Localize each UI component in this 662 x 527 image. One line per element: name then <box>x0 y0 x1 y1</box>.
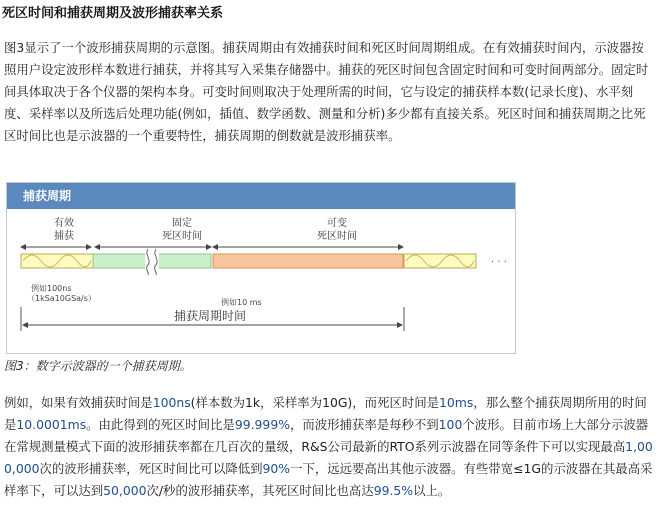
label-fixed-2: 死区时间 <box>162 231 202 242</box>
label-variable-2: 死区时间 <box>317 231 357 242</box>
label-variable-1: 可变 <box>327 218 347 229</box>
label-effective-1: 有效 <box>54 218 74 229</box>
capture-cycle-figure <box>6 182 516 354</box>
note-effective-1: 例如100ns <box>31 284 72 293</box>
timeline-ellipsis: · · · <box>491 257 507 268</box>
capture-cycle-diagram <box>7 209 515 353</box>
note-effective-2: （1kSa10GSa/s） <box>27 294 96 303</box>
segment-variable <box>213 254 403 268</box>
intro-paragraph: 图3显示了一个波形捕获周期的示意图。捕获周期由有效捕获时间和死区时间周期组成。在有效捕获时间内，示波器按照用户设定波形样本数进行捕获，并将其写入采集存储器中。捕获的死区时间包含固定时间和可变时间两部分。固定时间具体取决于各个仪器的架构本身。可变时间则取决于处理所需的时间，它与设定的捕获样本数(记录长度)、水平刻度、采样率以及所选后处理功能(例如，插值、数学函数、测量和分析)多少都有直接关系。死区时间和捕获周期之比死区时间比也是示波器的一个重要特性，捕获周期的倒数就是波形捕获率。 <box>4 40 649 143</box>
figure-caption: 图3：数字示波器的一个捕获周期。 <box>4 359 192 373</box>
article-title: 死区时间和捕获周期及波形捕获率关系 <box>2 6 224 21</box>
label-fixed-1: 固定 <box>172 218 192 229</box>
example-paragraph: 例如，如果有效捕获时间是100ns(样本数为1k，采样率为10G)，而死区时间是10ms，那么整个捕获周期所用的时间是10.0001ms。由此得到的死区时间比是99.999%，而波形捕获率是每秒不到100个波形。目前市场上大部分示波器在常规测量模式下面的波形捕获率都在几百次的量级，R&S公司最新的RTO系列示波器在同等条件下可以实现最高1,000,000次的波形捕获率，死区时间比可以降低到90%一下，远远要高出其他示波器。有些带宽≤1G的示波器在其最高采样率下，可以达到50,000次/秒的波形捕获率，其死区时间比也高达99.5%以上。 <box>4 395 653 498</box>
cycle-label: 捕获周期时间 <box>173 309 247 323</box>
label-effective-2: 捕获 <box>54 231 74 242</box>
figure-header: 捕获周期 <box>7 183 515 209</box>
note-variable: 例如10 ms <box>221 298 262 307</box>
